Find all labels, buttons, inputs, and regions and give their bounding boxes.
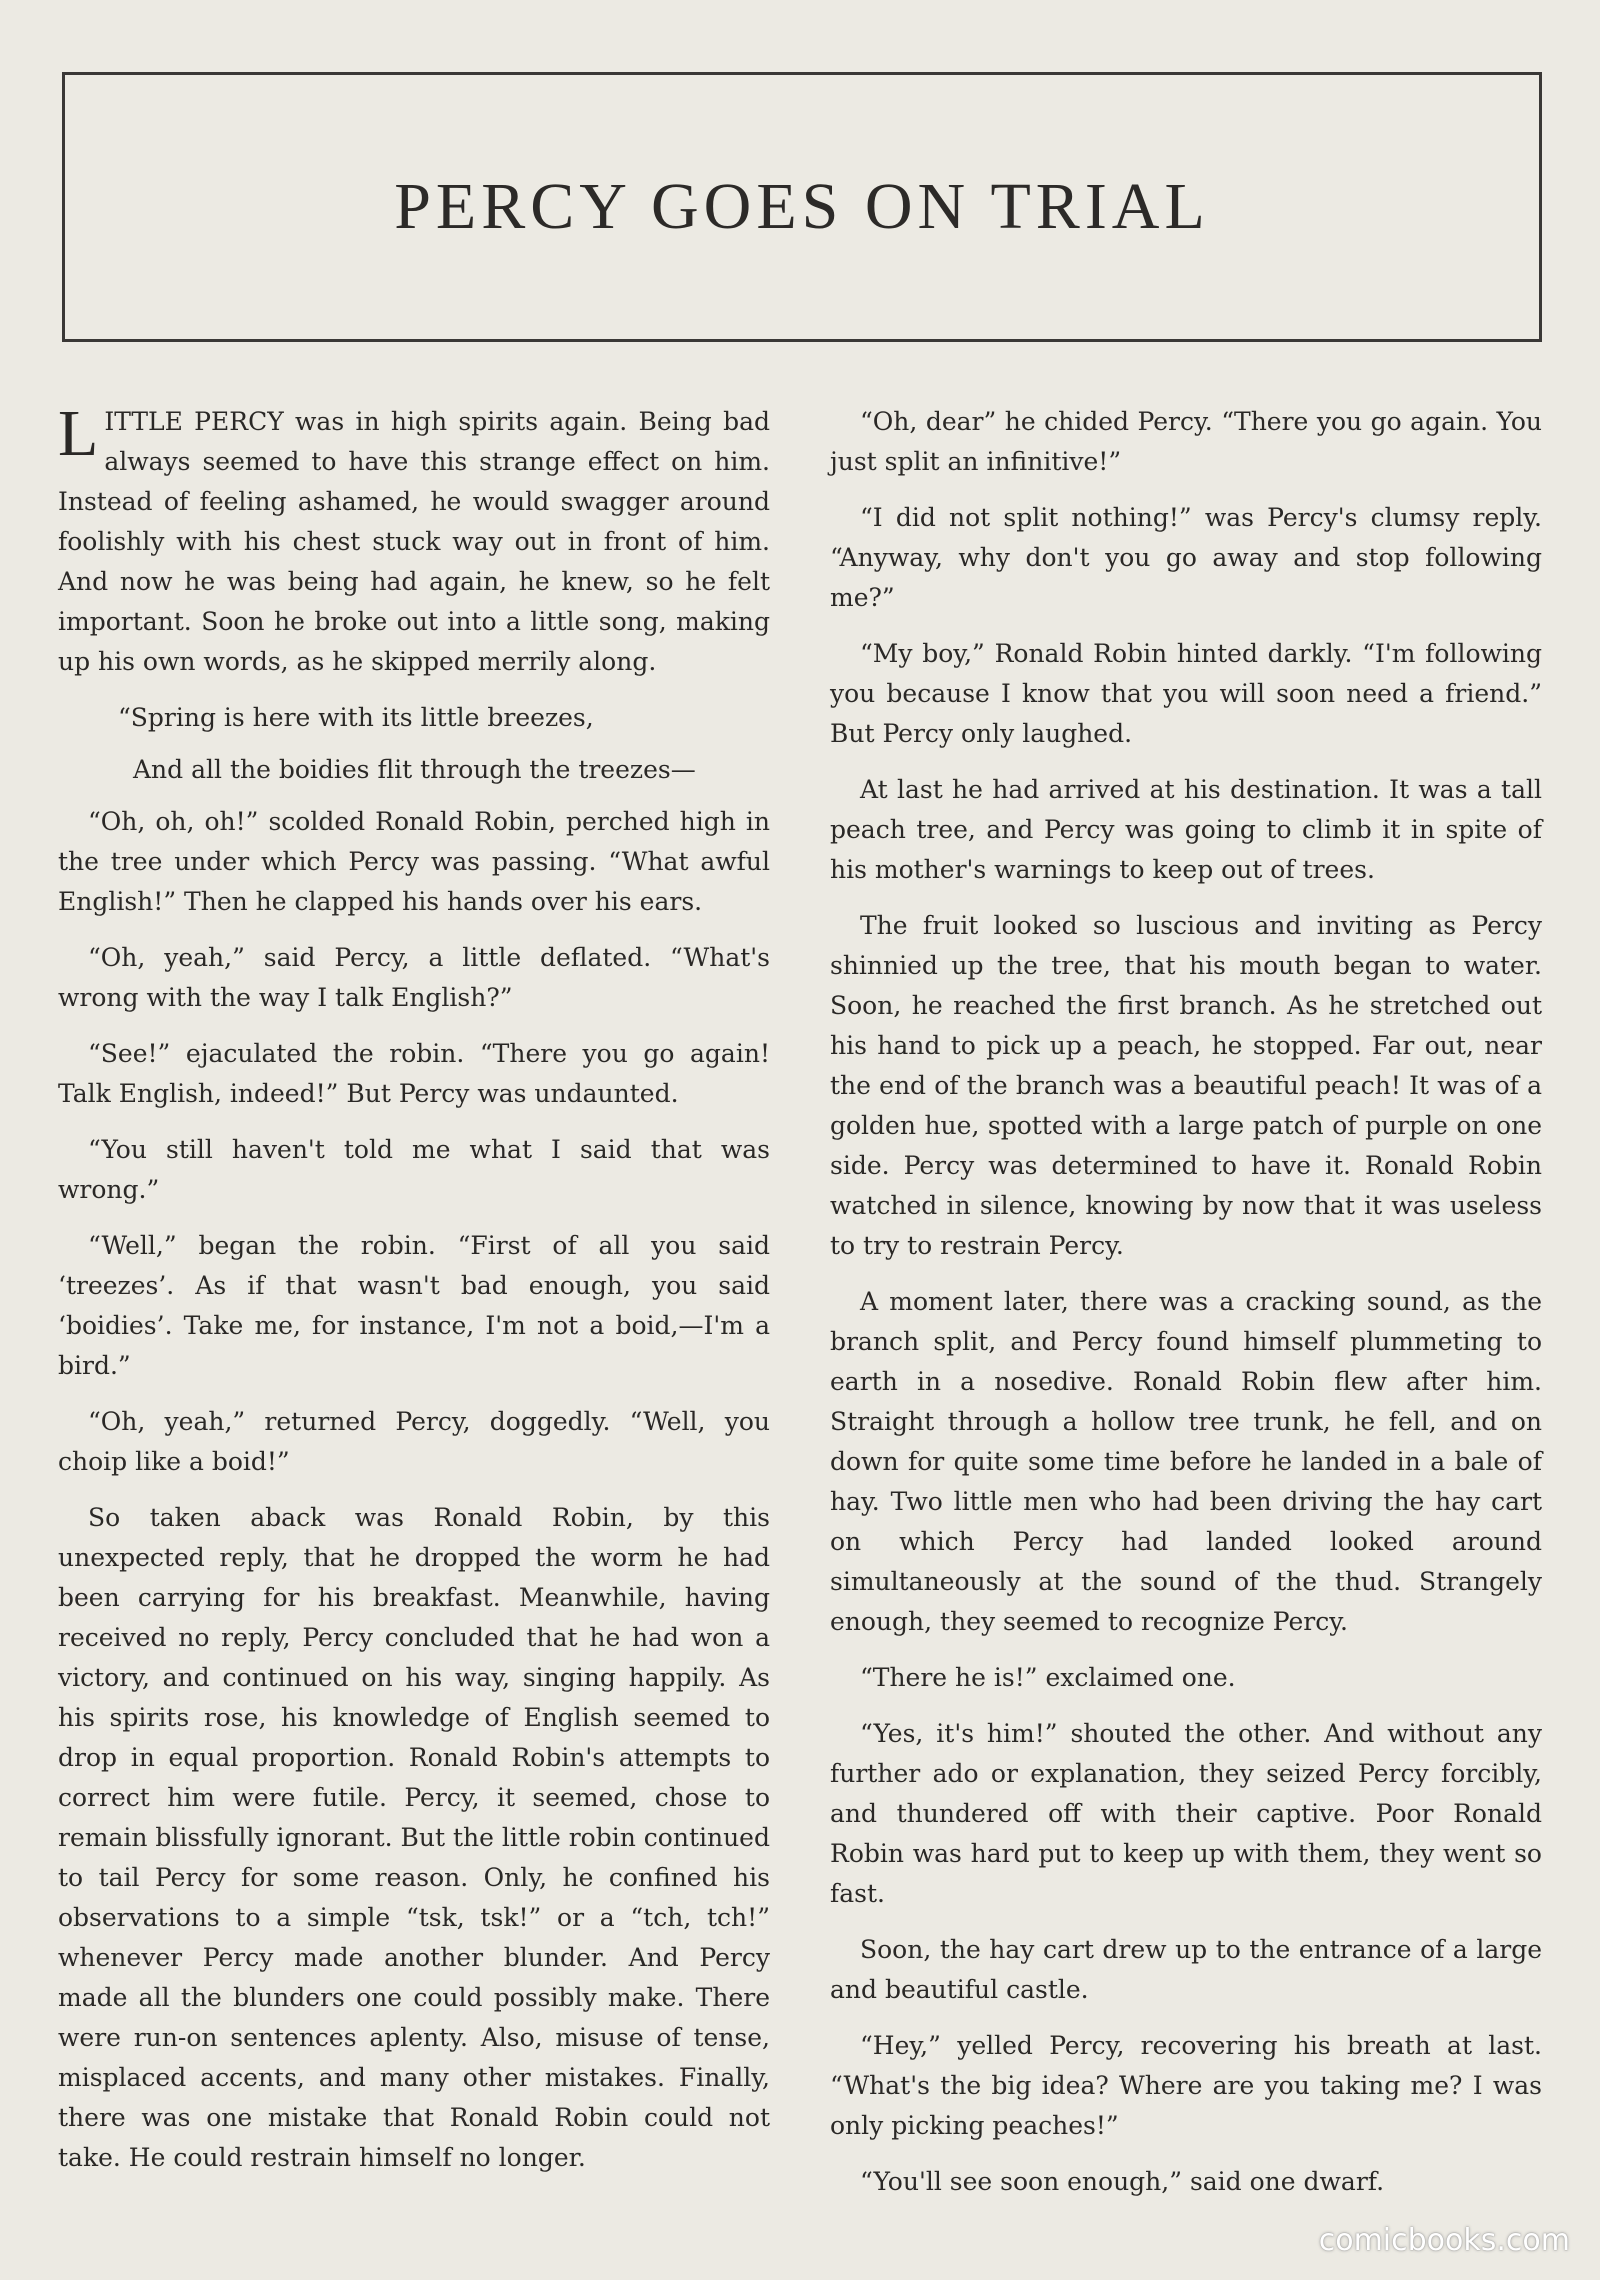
paragraph: “Oh, dear” he chided Percy. “There you go again. You just split an infinitive!” xyxy=(830,407,1542,476)
paragraph: The fruit looked so luscious and inviting as Percy shinnied up the tree, that his mouth began to water. Soon, he reached the first branch. As he stretched out his hand to pick up a peach, he stopped. Far out, near the end of the branch was a beautiful peach! It was of a golden hue, spotted with a large patch of purple on one side. Percy was determined to have it. Ronald Robin watched in silence, knowing by now that it was useless to try to restrain Percy. xyxy=(830,911,1542,1260)
paragraph: “You still haven't told me what I said that was wrong.” xyxy=(58,1135,770,1204)
watermark: comicbooks.com xyxy=(1318,2223,1570,2258)
paragraph: “My boy,” Ronald Robin hinted darkly. “I'm following you because I know that you will soon need a friend.” But Percy only laughed. xyxy=(830,639,1542,748)
title-box xyxy=(62,72,1542,342)
paragraph: “There he is!” exclaimed one. xyxy=(860,1663,1236,1692)
drop-cap: L xyxy=(58,397,99,470)
paragraph: “I did not split nothing!” was Percy's clumsy reply. “Anyway, why don't you go away and stop following me?” xyxy=(830,503,1542,612)
paragraph: “Yes, it's him!” shouted the other. And without any further ado or explanation, they seized Percy forcibly, and thundered off with their captive. Poor Ronald Robin was hard put to keep up with them, they went so fast. xyxy=(830,1719,1542,1908)
paragraph: “Oh, yeah,” returned Percy, doggedly. “Well, you choip like a boid!” xyxy=(58,1407,770,1476)
right-column xyxy=(830,402,1542,2218)
page-title: PERCY GOES ON TRIAL xyxy=(394,170,1210,243)
paragraph: LITTLE PERCY was in high spirits again. Being bad always seemed to have this strange effect on him. Instead of feeling ashamed, he would swagger around foolishly with his chest stuck way out in front of him. And now he was being had again, he knew, so he felt important. Soon he broke out into a little song, making up his own words, as he skipped merrily along. xyxy=(58,397,770,676)
paragraph: “Oh, yeah,” said Percy, a little deflated. “What's wrong with the way I talk English?” xyxy=(58,943,770,1012)
paragraph: “See!” ejaculated the robin. “There you go again! Talk English, indeed!” But Percy was undaunted. xyxy=(58,1039,770,1108)
verse-line: “Spring is here with its little breezes, xyxy=(118,703,594,732)
paragraph: “You'll see soon enough,” said one dwarf. xyxy=(860,2167,1385,2196)
left-column xyxy=(58,397,770,2194)
paragraph: At last he had arrived at his destination. It was a tall peach tree, and Percy was going to climb it in spite of his mother's warnings to keep out of trees. xyxy=(830,775,1542,884)
paragraph: “Well,” began the robin. “First of all you said ‘treezes’. As if that wasn't bad enough, you said ‘boidies’. Take me, for instance, I'm not a boid,—I'm a bird.” xyxy=(58,1231,770,1380)
paragraph: “Oh, oh, oh!” scolded Ronald Robin, perched high in the tree under which Percy was passing. “What awful English!” Then he clapped his hands over his ears. xyxy=(58,807,770,916)
verse-line: And all the boidies flit through the treezes— xyxy=(133,755,696,784)
paragraph: So taken aback was Ronald Robin, by this unexpected reply, that he dropped the worm he had been carrying for his breakfast. Meanwhile, having received no reply, Percy concluded that he had won a victory, and continued on his way, singing happily. As his spirits rose, his knowledge of English seemed to drop in equal proportion. Ronald Robin's attempts to correct him were futile. Percy, it seemed, chose to remain blissfully ignorant. But the little robin continued to tail Percy for some reason. Only, he confined his observations to a simple “tsk, tsk!” or a “tch, tch!” whenever Percy made another blunder. And Percy made all the blunders one could possibly make. There were run-on sentences aplenty. Also, misuse of tense, misplaced accents, and many other mistakes. Finally, there was one mistake that Ronald Robin could not take. He could restrain himself no longer. xyxy=(58,1503,770,2172)
paragraph: A moment later, there was a cracking sound, as the branch split, and Percy found himself plummeting to earth in a nosedive. Ronald Robin flew after him. Straight through a hollow tree trunk, he fell, and on down for quite some time before he landed in a bale of hay. Two little men who had been driving the hay cart on which Percy had landed looked around simultaneously at the sound of the thud. Strangely enough, they seemed to recognize Percy. xyxy=(830,1287,1542,1636)
paragraph: “Hey,” yelled Percy, recovering his breath at last. “What's the big idea? Where are you taking me? I was only picking peaches!” xyxy=(830,2031,1542,2140)
paragraph: Soon, the hay cart drew up to the entrance of a large and beautiful castle. xyxy=(830,1935,1542,2004)
